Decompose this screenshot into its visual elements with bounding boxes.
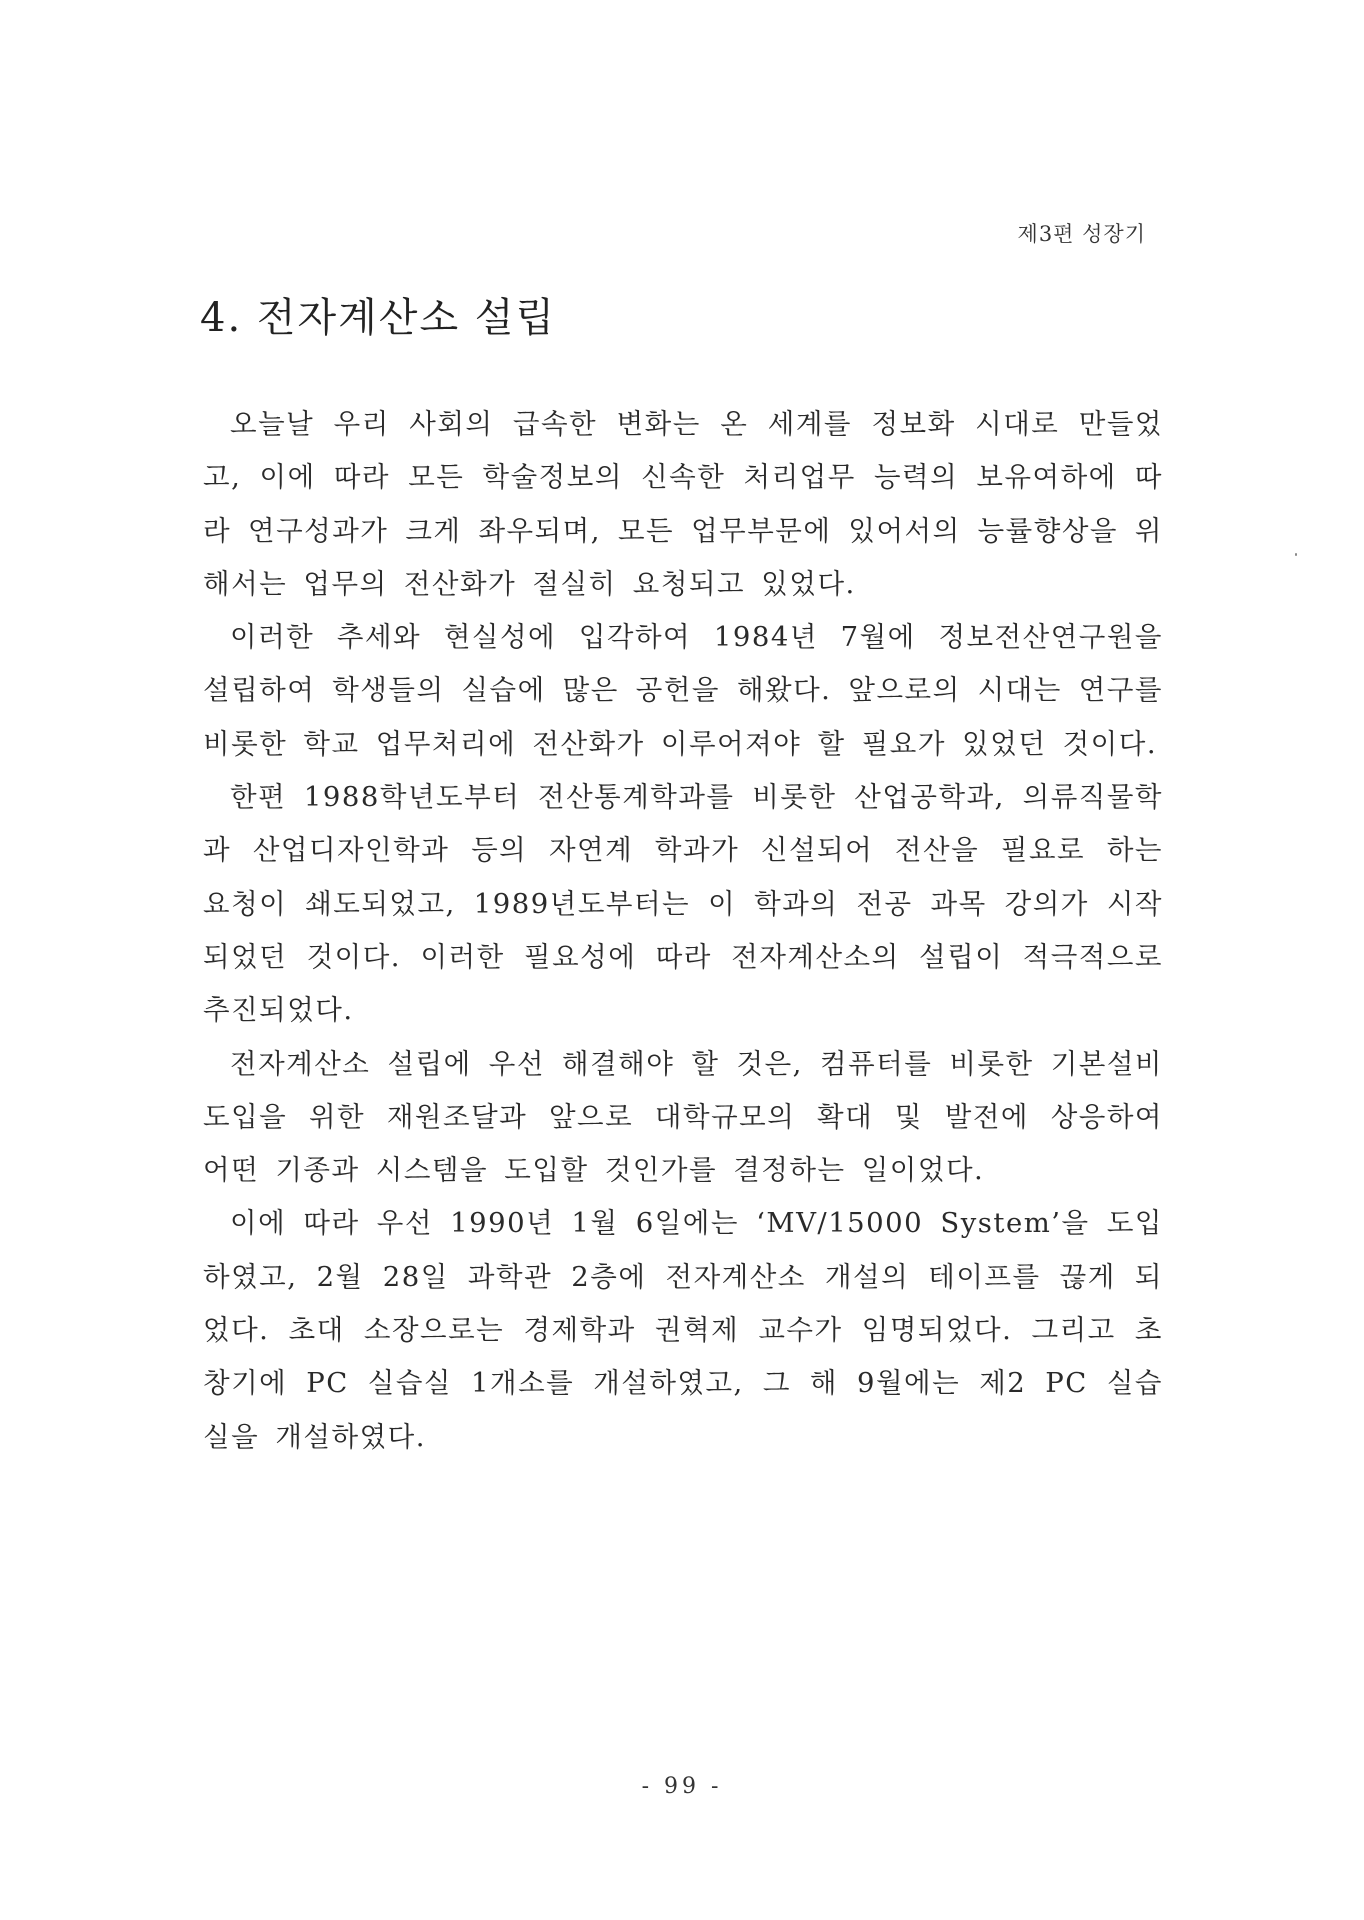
running-header: 제3편 성장기	[1017, 222, 1146, 246]
section-title: 4. 전자계산소 설립	[200, 295, 557, 341]
page-number: - 99 -	[641, 1774, 723, 1799]
paragraph-1: 오늘날 우리 사회의 급속한 변화는 온 세계를 정보화 시대로 만들었고, 이에 따라 모든 학술정보의 신속한 처리업무 능력의 보유여하에 따라 연구성과가 크게 좌우되며, 모든 업무부문에 있어서의 능률향상을 위해서는 업무의 전산화가 절실히 요청되고 있었다.	[203, 408, 1163, 600]
scan-speck	[1295, 553, 1297, 556]
body-text	[203, 398, 1163, 1464]
paragraph-3: 한편 1988학년도부터 전산통계학과를 비롯한 산업공학과, 의류직물학과 산업디자인학과 등의 자연계 학과가 신설되어 전산을 필요로 하는 요청이 쇄도되었고, 1989년도부터는 이 학과의 전공 과목 강의가 시작되었던 것이다. 이러한 필요성에 따라 전자계산소의 설립이 적극적으로 추진되었다.	[203, 781, 1163, 1027]
paragraph-2: 이러한 추세와 현실성에 입각하여 1984년 7월에 정보전산연구원을 설립하여 학생들의 실습에 많은 공헌을 해왔다. 앞으로의 시대는 연구를 비롯한 학교 업무처리에 전산화가 이루어져야 할 필요가 있었던 것이다.	[203, 621, 1163, 760]
paragraph-4: 전자계산소 설립에 우선 해결해야 할 것은, 컴퓨터를 비롯한 기본설비 도입을 위한 재원조달과 앞으로 대학규모의 확대 및 발전에 상응하여 어떤 기종과 시스템을 도입할 것인가를 결정하는 일이었다.	[203, 1047, 1163, 1187]
paragraph-5: 이에 따라 우선 1990년 1월 6일에는 ‘MV/15000 System’을 도입하였고, 2월 28일 과학관 2층에 전자계산소 개설의 테이프를 끊게 되었다. 초대 소장으로는 경제학과 권혁제 교수가 임명되었다. 그리고 초창기에 PC 실습실 1개소를 개설하였고, 그 해 9월에는 제2 PC 실습실을 개설하였다.	[203, 1207, 1163, 1453]
